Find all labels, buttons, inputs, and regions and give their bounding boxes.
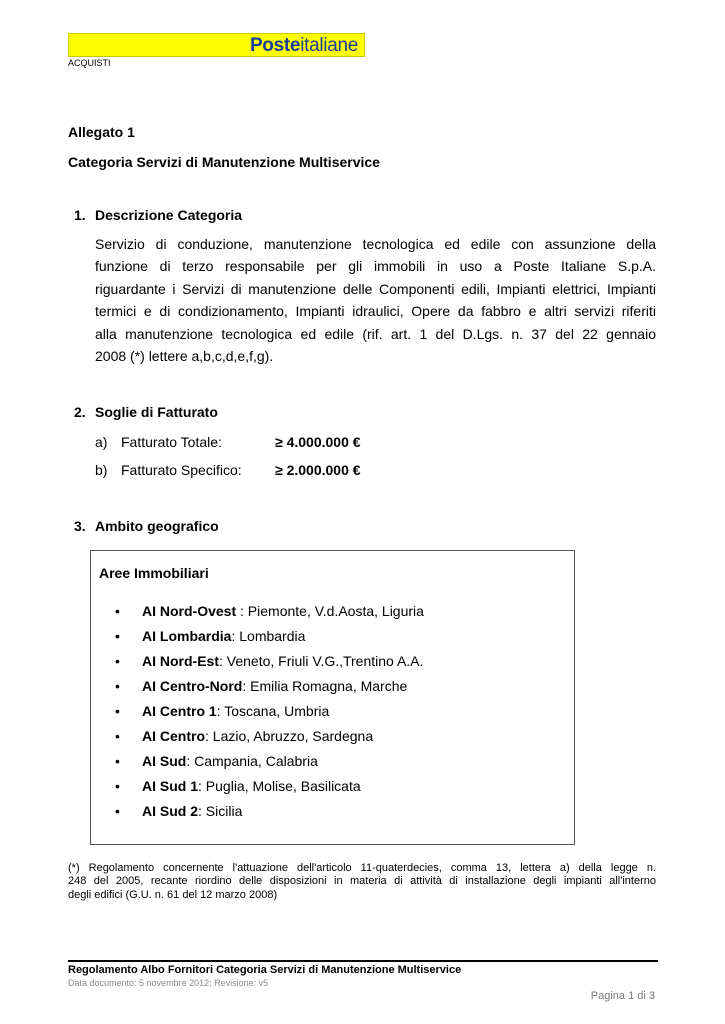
threshold-label: Fatturato Totale:: [121, 434, 222, 450]
description-line: Servizio di conduzione, manutenzione tecnologica ed edile con assunzione della: [95, 236, 656, 252]
area-item: [115, 701, 424, 726]
footnote-line: degli edifici (G.U. n. 61 del 12 marzo 2008): [68, 888, 278, 901]
threshold-label: Fatturato Specifico:: [121, 462, 242, 478]
area-regions: : Sicilia: [198, 803, 243, 819]
description-line: funzione di terzo responsabile per gli immobili in uso a Poste Italiane S.p.A.: [95, 258, 656, 275]
threshold-key: a): [95, 434, 108, 450]
section-title: Soglie di Fatturato: [95, 404, 218, 420]
area-item: [115, 651, 424, 676]
threshold-key: b): [95, 462, 108, 478]
area-name: AI Lombardia: [142, 628, 232, 644]
area-regions: : Toscana, Umbria: [216, 703, 330, 719]
area-regions: : Piemonte, V.d.Aosta, Liguria: [236, 603, 424, 619]
bullet-icon: •: [115, 753, 120, 769]
footer-divider: [68, 960, 658, 962]
bullet-icon: •: [115, 653, 120, 669]
area-name: AI Centro: [142, 728, 205, 744]
area-regions: : Campania, Calabria: [186, 753, 318, 769]
bullet-icon: •: [115, 603, 120, 619]
description-line: termici e di condizionamento, Impianti idraulici, Opere da fabbro e altri servizi riferiti: [95, 303, 656, 320]
area-regions: : Emilia Romagna, Marche: [242, 678, 408, 694]
bullet-icon: •: [115, 703, 120, 719]
section-number: 1.: [74, 207, 86, 223]
threshold-row-total: [95, 434, 361, 450]
areas-box-title: Aree Immobiliari: [99, 565, 209, 581]
area-item: [115, 726, 424, 751]
section-heading-2: [74, 404, 218, 420]
section-label: ACQUISTI: [68, 58, 111, 68]
bullet-icon: •: [115, 628, 120, 644]
bullet-icon: •: [115, 678, 120, 694]
description-line: riguardante i Servizi di manutenzione delle Componenti edili, Impianti elettrici, Impianti: [95, 280, 656, 297]
area-regions: : Lazio, Abruzzo, Sardegna: [205, 728, 374, 744]
poste-italiane-logo: [250, 35, 358, 57]
area-name: AI Sud 2: [142, 803, 199, 819]
description-paragraph: [95, 233, 656, 367]
footnote: [68, 862, 656, 902]
header-logo-band: [68, 33, 365, 57]
section-title: Descrizione Categoria: [95, 207, 243, 223]
area-name: AI Sud 1: [142, 778, 199, 794]
area-item: [115, 626, 424, 651]
area-item: [115, 751, 424, 776]
description-line: 2008 (*) lettere a,b,c,d,e,f,g).: [95, 348, 274, 365]
footnote-line: 248 del 2005, recante riordino delle disposizioni in materia di attività di installazione degli impianti all'interno: [68, 875, 656, 888]
footer-meta: Data documento: 5 novembre 2012; Revisione: v5: [68, 978, 269, 988]
area-name: AI Nord-Est: [142, 653, 219, 669]
threshold-value: ≥ 2.000.000 €: [275, 462, 361, 478]
section-heading-1: [74, 207, 242, 223]
logo-bold-text: Poste: [249, 35, 301, 56]
area-item: [115, 801, 424, 826]
description-line: alla manutenzione tecnologica ed edile (rif. art. 1 del D.Lgs. n. 37 del 22 gennaio: [95, 325, 656, 342]
bullet-icon: •: [115, 728, 120, 744]
area-name: AI Centro-Nord: [142, 678, 243, 694]
category-title: Categoria Servizi di Manutenzione Multiservice: [68, 154, 380, 170]
bullet-icon: •: [115, 803, 120, 819]
area-item: [115, 676, 424, 701]
footer-title: Regolamento Albo Fornitori Categoria Servizi di Manutenzione Multiservice: [68, 964, 462, 976]
section-number: 2.: [74, 404, 86, 420]
area-item: [115, 776, 424, 801]
areas-list: [115, 601, 424, 826]
logo-rest-text: italiane: [300, 35, 358, 56]
area-item: [115, 601, 424, 626]
area-regions: : Veneto, Friuli V.G.,Trentino A.A.: [219, 653, 424, 669]
footnote-line: (*) Regolamento concernente l'attuazione dell'articolo 11-quaterdecies, comma 13, lettera a) della legge n.: [68, 862, 656, 874]
areas-box: [90, 550, 575, 845]
area-regions: : Lombardia: [231, 628, 306, 644]
area-regions: : Puglia, Molise, Basilicata: [198, 778, 361, 794]
allegato-title: Allegato 1: [68, 124, 135, 140]
section-title: Ambito geografico: [95, 518, 219, 534]
bullet-icon: •: [115, 778, 120, 794]
page-number: Pagina 1 di 3: [590, 990, 655, 1002]
threshold-value: ≥ 4.000.000 €: [275, 434, 361, 450]
section-heading-3: [74, 518, 219, 534]
area-name: AI Nord-Ovest: [142, 603, 237, 619]
threshold-row-specific: [95, 462, 361, 478]
area-name: AI Sud: [142, 753, 187, 769]
area-name: AI Centro 1: [142, 703, 217, 719]
section-number: 3.: [74, 518, 86, 534]
